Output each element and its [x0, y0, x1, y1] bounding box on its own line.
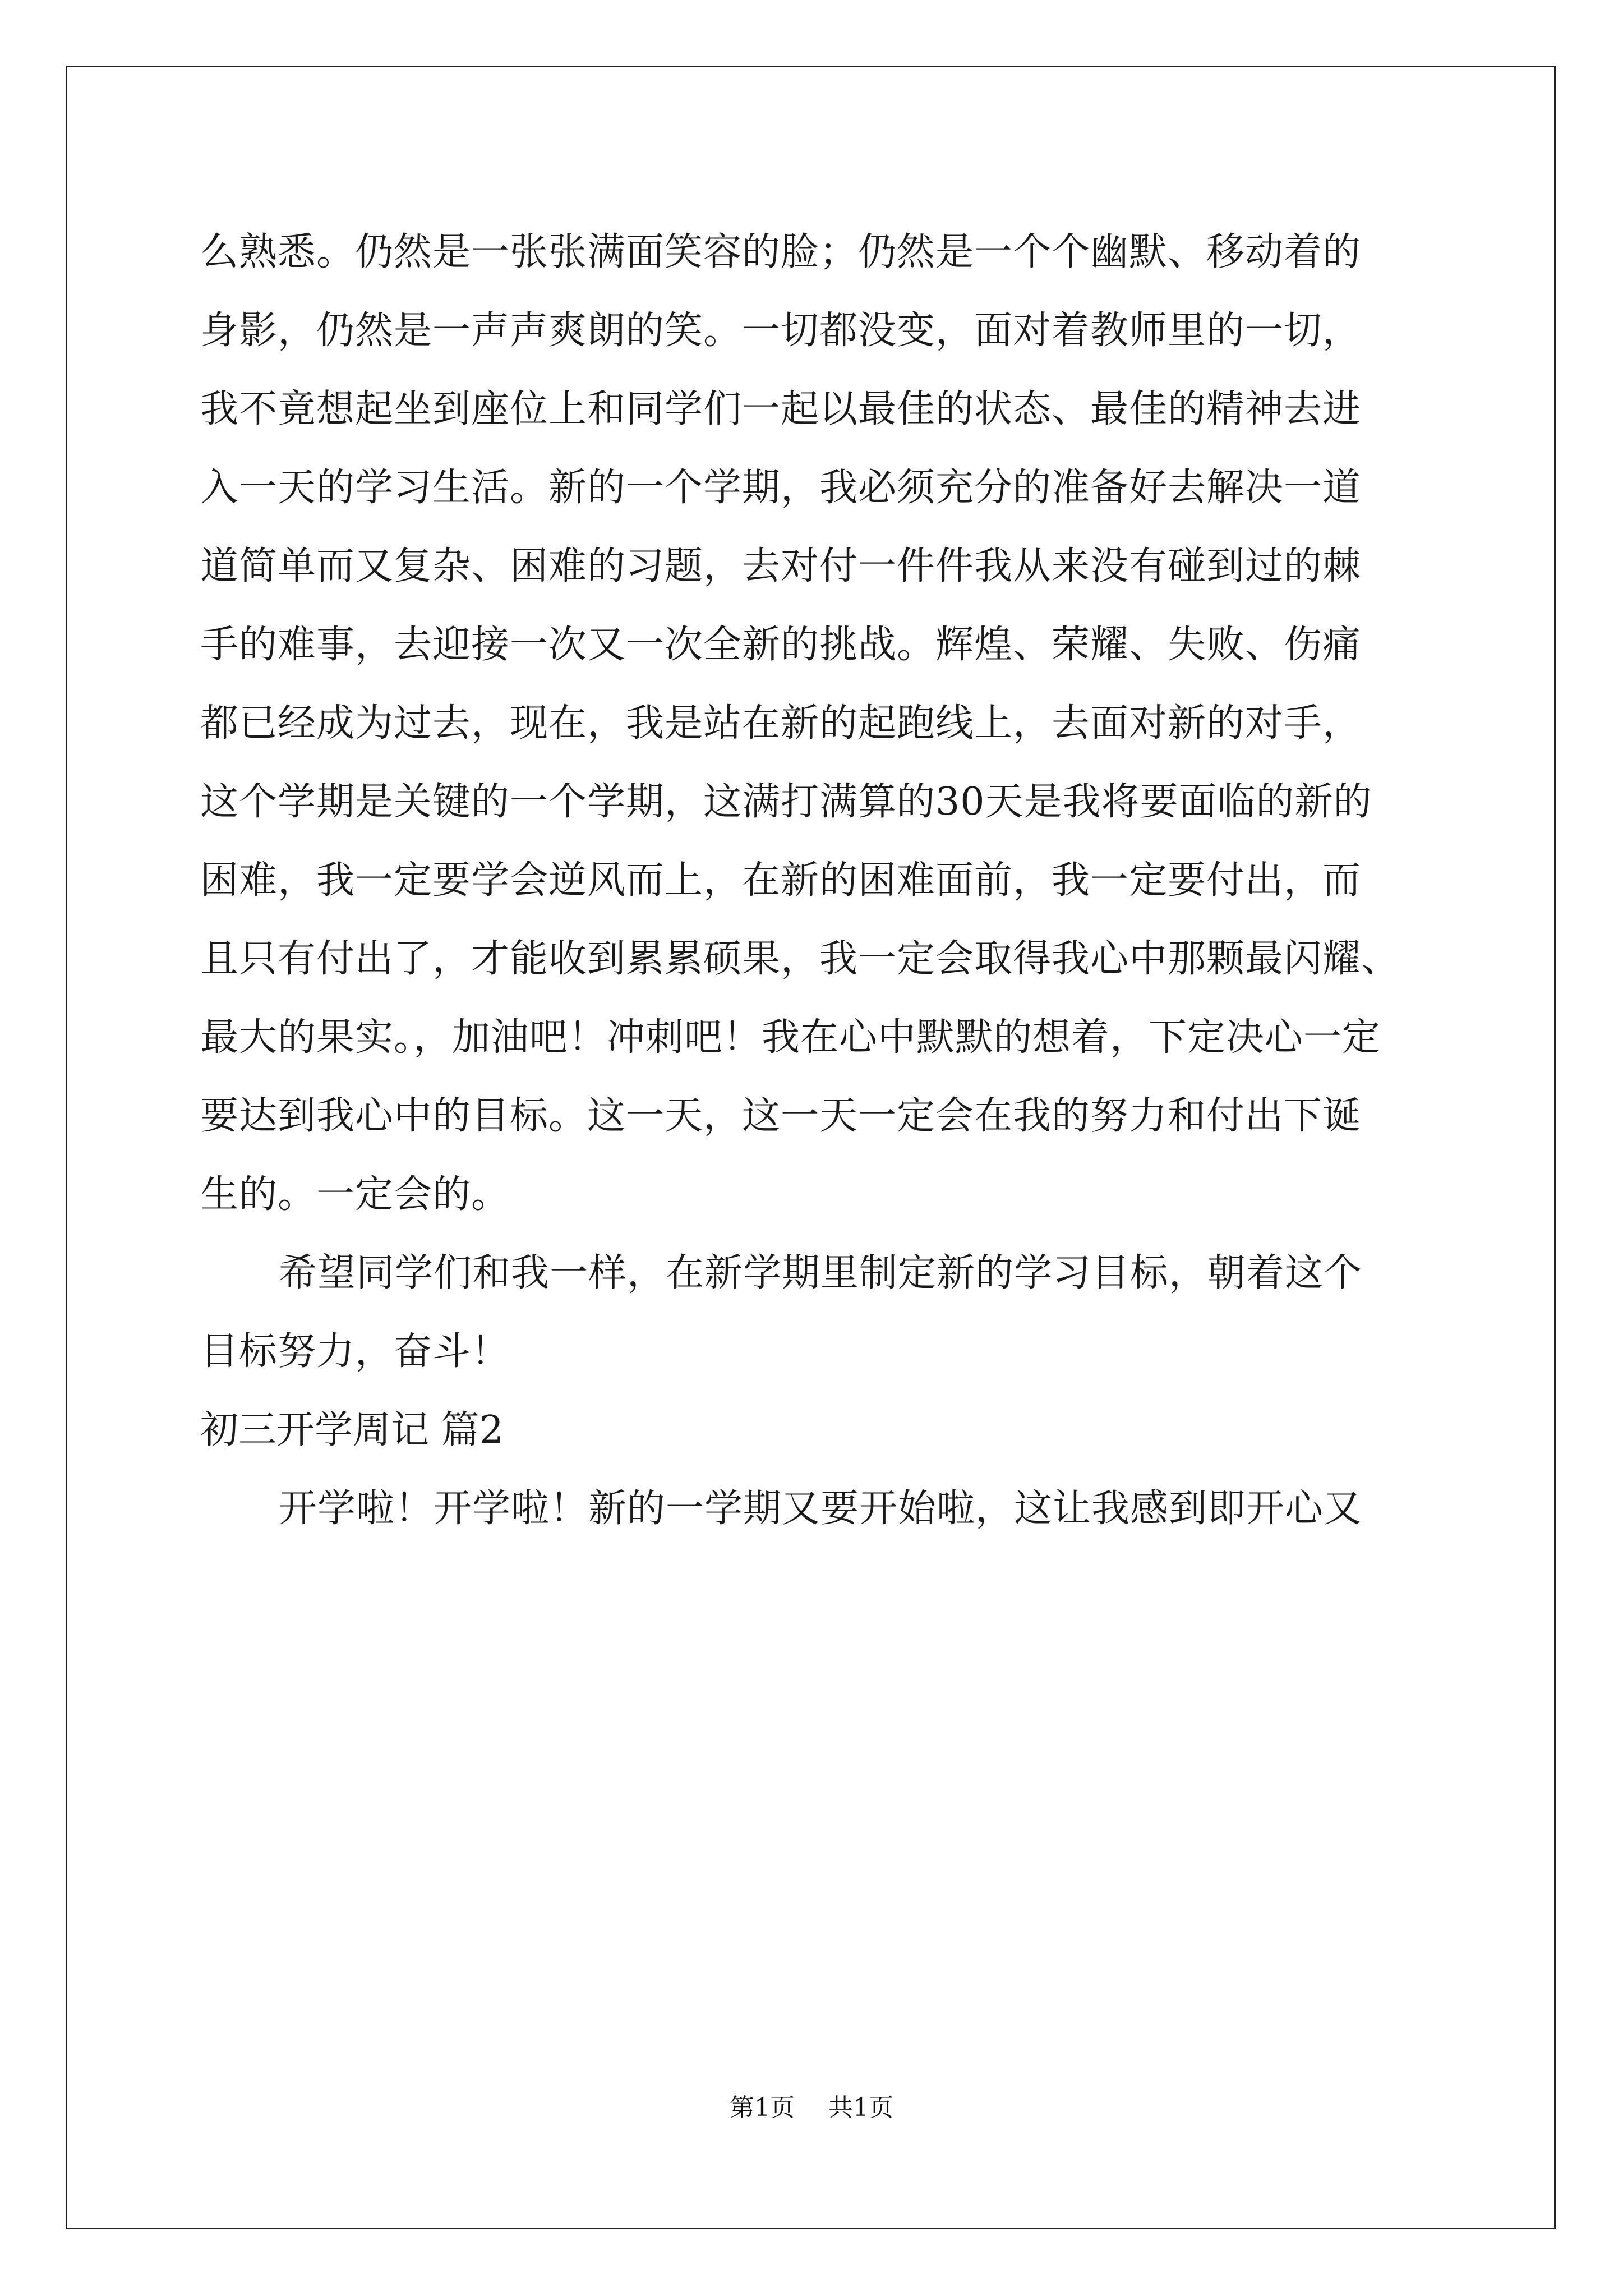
page-number-total: 共1页 — [828, 2093, 893, 2122]
text-line: 身影，仍然是一声声爽朗的笑。一切都没变，面对着教师里的一切， — [200, 309, 1362, 353]
text-line: 这个学期是关键的一个学期，这满打满算的30天是我将要面临的新的 — [200, 780, 1372, 824]
section-heading: 初三开学周记 篇2 — [200, 1408, 504, 1452]
text-line: 都已经成为过去，现在，我是站在新的起跑线上，去面对新的对手， — [200, 701, 1362, 746]
text-line: 且只有付出了，才能收到累累硕果，我一定会取得我心中那颗最闪耀、 — [200, 937, 1400, 981]
text-line: 手的难事，去迎接一次又一次全新的挑战。辉煌、荣耀、失败、伤痛 — [200, 623, 1362, 667]
text-line: 入一天的学习生活。新的一个学期，我必须充分的准备好去解决一道 — [200, 466, 1362, 510]
text-line: 最大的果实。，加油吧！冲刺吧！我在心中默默的想着，下定决心一定 — [200, 1015, 1381, 1060]
text-line: 开学啦！开学啦！新的一学期又要开始啦，这让我感到即开心又 — [279, 1487, 1363, 1531]
document-body — [200, 213, 1434, 1548]
text-line: 要达到我心中的目标。这一天，这一天一定会在我的努力和付出下诞 — [200, 1094, 1362, 1138]
text-line: 目标努力，奋斗！ — [200, 1329, 510, 1374]
text-line: 困难，我一定要学会逆风而上，在新的困难面前，我一定要付出，而 — [200, 858, 1362, 903]
page-number-current: 第1页 — [730, 2093, 795, 2122]
text-line: 道简单而又复杂、困难的习题，去对付一件件我从来没有碰到过的棘 — [200, 544, 1362, 588]
page-footer — [0, 2091, 1623, 2125]
text-line: 么熟悉。仍然是一张张满面笑容的脸；仍然是一个个幽默、移动着的 — [200, 230, 1362, 274]
text-line: 我不竟想起坐到座位上和同学们一起以最佳的状态、最佳的精神去进 — [200, 387, 1362, 431]
text-line: 希望同学们和我一样，在新学期里制定新的学习目标，朝着这个 — [279, 1251, 1363, 1295]
text-line: 生的。一定会的。 — [200, 1172, 510, 1217]
